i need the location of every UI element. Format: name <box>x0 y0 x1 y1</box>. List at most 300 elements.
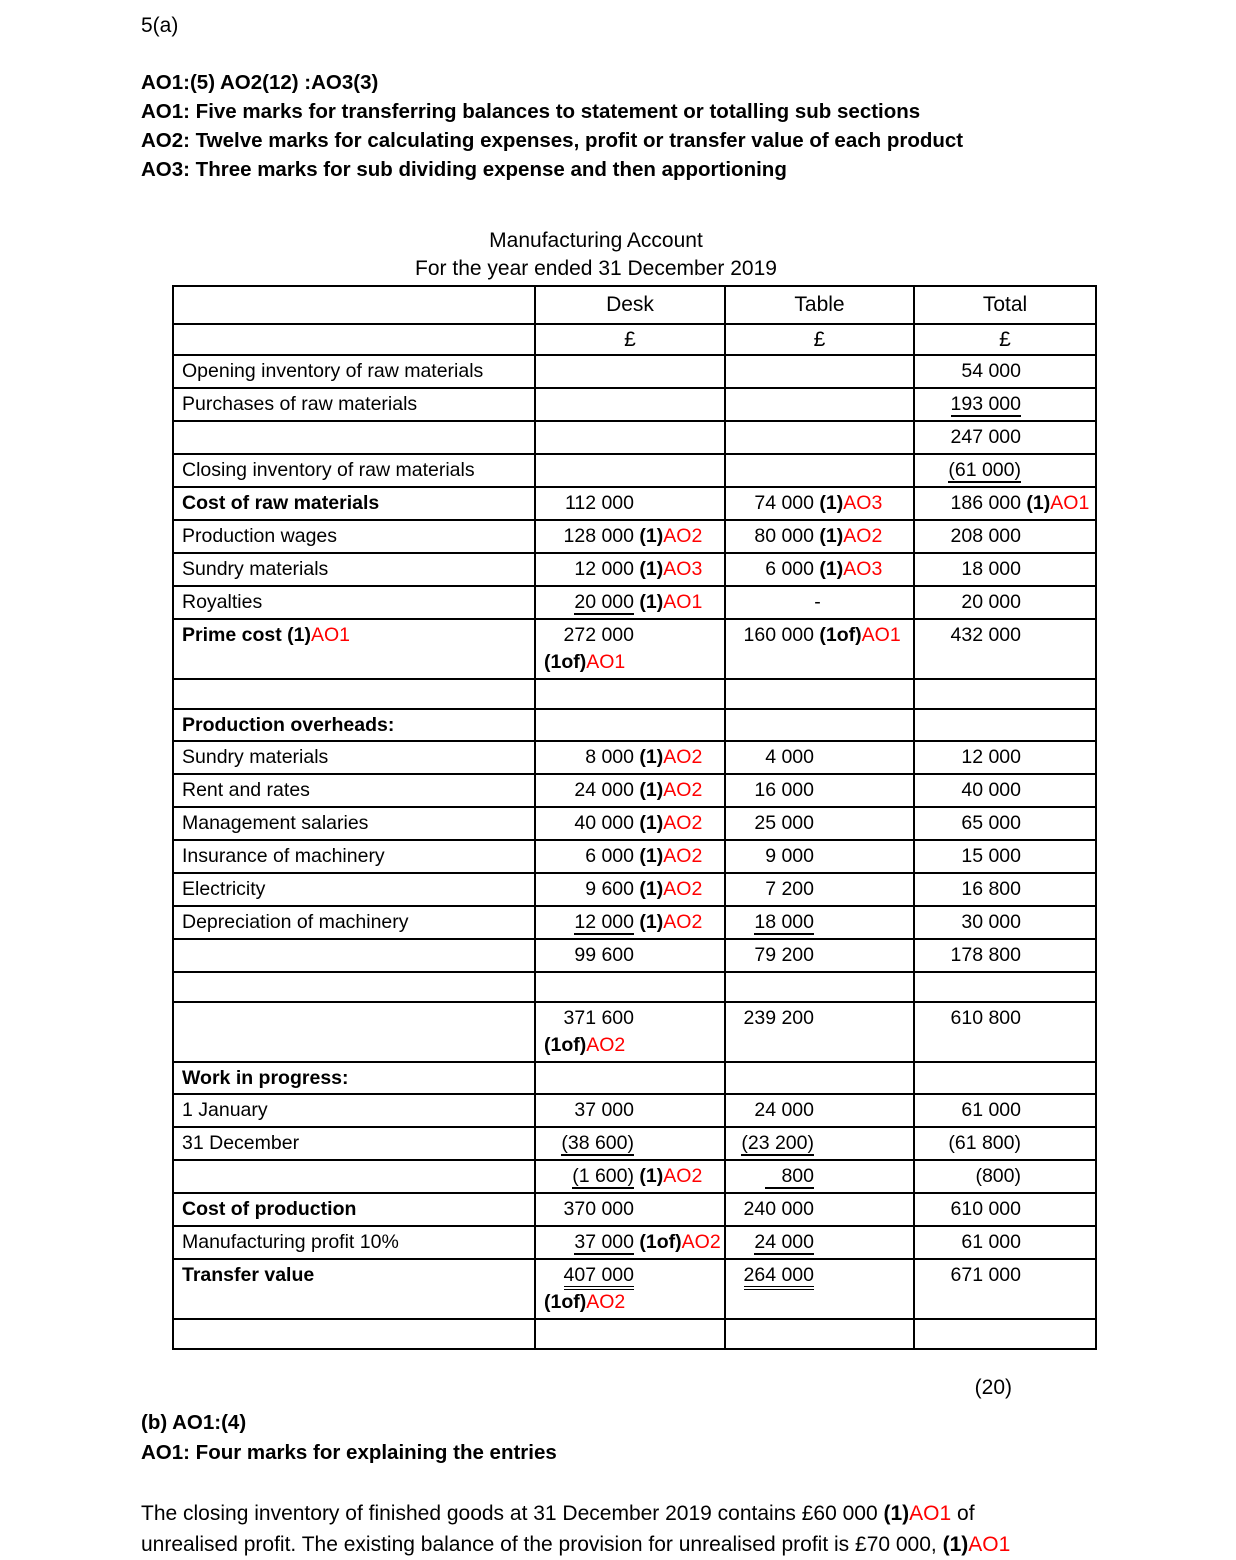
ao-code: AO2 <box>843 525 883 547</box>
cell-line <box>734 556 909 583</box>
cell-line <box>923 810 1091 837</box>
ao-code: AO2 <box>663 845 703 867</box>
account-period: For the year ended 31 December 2019 <box>415 257 777 280</box>
table-cell <box>725 679 914 709</box>
amount: 37 000 <box>574 1231 634 1253</box>
ao-summary-line: AO1:(5) AO2(12) :AO3(3) <box>141 71 379 94</box>
cell-line <box>544 942 720 969</box>
ao-code: AO1 <box>663 591 703 613</box>
mark-point: (1) <box>287 624 311 646</box>
amount: 99 600 <box>574 944 634 966</box>
ao-marks-summary <box>141 68 1236 184</box>
cell-line <box>923 523 1091 550</box>
label-column-header <box>173 286 535 324</box>
total-cell <box>914 1193 1096 1226</box>
ao-code: AO2 <box>663 525 703 547</box>
column-header-row <box>173 286 1096 324</box>
cell-line <box>734 622 909 649</box>
row-label-cell <box>173 1094 535 1127</box>
amount: 12 000 <box>961 746 1021 768</box>
desk-cell <box>535 807 725 840</box>
ao-code: AO2 <box>663 878 703 900</box>
cell-line <box>923 589 1091 616</box>
row-label: Manufacturing profit 10% <box>182 1231 399 1253</box>
row-label-cell <box>173 679 535 709</box>
row-label-cell <box>173 1062 535 1094</box>
table-row <box>173 388 1096 421</box>
row-label-cell <box>173 421 535 454</box>
amount: 61 000 <box>961 1099 1021 1121</box>
row-label: Purchases of raw materials <box>182 393 418 415</box>
cell-line <box>544 1229 720 1256</box>
table-cell <box>725 553 914 586</box>
mark-point: (1of) <box>819 624 862 646</box>
row-label-cell <box>173 454 535 487</box>
total-cell <box>914 807 1096 840</box>
cell-line <box>544 1196 720 1223</box>
table-cell <box>725 1160 914 1193</box>
amount: 61 000 <box>961 1231 1021 1253</box>
table-row <box>173 487 1096 520</box>
row-label: Closing inventory of raw materials <box>182 459 475 481</box>
total-cell <box>914 840 1096 873</box>
row-label: Prime cost <box>182 624 282 646</box>
row-label-cell <box>173 1127 535 1160</box>
amount: 12 000 <box>574 558 634 580</box>
mark-point: (1) <box>639 525 664 547</box>
amount: 40 000 <box>574 812 634 834</box>
mark-point: (1) <box>639 812 664 834</box>
desk-cell <box>535 840 725 873</box>
amount: 74 000 <box>754 492 814 514</box>
total-cell <box>914 1160 1096 1193</box>
table-row <box>173 454 1096 487</box>
amount: (61 800) <box>948 1132 1021 1154</box>
desk-cell <box>535 873 725 906</box>
table-cell <box>725 939 914 972</box>
mark-point: (1) <box>639 845 664 867</box>
total-cell <box>914 586 1096 619</box>
amount: 65 000 <box>961 812 1021 834</box>
cell-line <box>734 523 909 550</box>
ao-code: AO2 <box>681 1231 721 1253</box>
account-title: Manufacturing Account <box>489 229 703 252</box>
row-label: Sundry materials <box>182 746 329 768</box>
amount: 6 000 <box>585 845 634 867</box>
question-number: 5(a) <box>141 14 179 37</box>
desk-cell <box>535 355 725 388</box>
amount: 20 000 <box>961 591 1021 613</box>
row-label: 31 December <box>182 1132 300 1154</box>
row-label: Depreciation of machinery <box>182 911 409 933</box>
amount: 9 600 <box>585 878 634 900</box>
row-label: Work in progress: <box>182 1067 349 1089</box>
row-label: Production overheads: <box>182 714 395 736</box>
ao-code: AO3 <box>843 492 883 514</box>
total-column-header: Total <box>914 286 1096 324</box>
total-cell <box>914 1226 1096 1259</box>
desk-cell <box>535 1127 725 1160</box>
table-cell <box>725 355 914 388</box>
amount: 18 000 <box>961 558 1021 580</box>
row-label-cell <box>173 553 535 586</box>
cell-line <box>734 1196 909 1223</box>
row-label: Opening inventory of raw materials <box>182 360 484 382</box>
part-b-label: (b) AO1:(4) <box>141 1411 247 1434</box>
mark-point: (1) <box>639 746 664 768</box>
amount: 18 000 <box>754 911 814 933</box>
total-cell <box>914 421 1096 454</box>
row-label: Management salaries <box>182 812 369 834</box>
amount: 800 <box>765 1165 814 1187</box>
cell-line <box>544 589 720 616</box>
cell-line <box>544 843 720 870</box>
answer-text: of unrealised profit. The existing balance of the provision for unrealised profit is £70 000, <box>141 1502 975 1556</box>
desk-cell <box>535 454 725 487</box>
cell-line <box>544 490 720 517</box>
amount: 6 000 <box>765 558 814 580</box>
amount: 239 200 <box>743 1007 814 1029</box>
cell-line <box>734 1163 909 1190</box>
cell-line <box>544 876 720 903</box>
amount: 25 000 <box>754 812 814 834</box>
desk-cell <box>535 388 725 421</box>
amount: 178 800 <box>950 944 1021 966</box>
cell-line <box>544 744 720 771</box>
ao3-description: AO3: Three marks for sub dividing expense and then apportioning <box>141 158 787 181</box>
row-label-cell <box>173 840 535 873</box>
row-label-cell <box>173 1259 535 1319</box>
row-label-cell <box>173 520 535 553</box>
total-cell <box>914 906 1096 939</box>
cell-line <box>734 876 909 903</box>
mark-point: (1) <box>639 591 664 613</box>
ao-code: AO2 <box>586 1034 626 1056</box>
ao-code: AO2 <box>586 1291 626 1313</box>
amount: 15 000 <box>961 845 1021 867</box>
ao-code: AO2 <box>663 911 703 933</box>
ao-code: AO2 <box>663 812 703 834</box>
ao-code: AO3 <box>663 558 703 580</box>
cell-line <box>923 1196 1091 1223</box>
amount: 160 000 <box>743 624 814 646</box>
cell-line <box>734 1229 909 1256</box>
desk-cell <box>535 709 725 741</box>
mark-point: (1of) <box>639 1231 682 1253</box>
table-cell <box>725 487 914 520</box>
table-row <box>173 355 1096 388</box>
amount: 7 200 <box>765 878 814 900</box>
cell-line <box>923 358 1091 385</box>
cell-line <box>734 909 909 936</box>
mark-point: (1of) <box>544 1034 587 1056</box>
row-label: Cost of production <box>182 1198 357 1220</box>
cell-line <box>923 457 1091 484</box>
amount: 16 000 <box>754 779 814 801</box>
amount: 407 000 <box>544 1262 634 1289</box>
amount: 30 000 <box>961 911 1021 933</box>
desk-cell <box>535 906 725 939</box>
row-label-cell <box>173 487 535 520</box>
cell-line <box>544 1289 720 1316</box>
mark-point: (1) <box>639 1165 664 1187</box>
row-label-cell <box>173 355 535 388</box>
answer-text: The closing inventory of finished goods at 31 December 2019 contains £60 000 <box>141 1502 884 1525</box>
amount: 8 000 <box>585 746 634 768</box>
mark-point: (1) <box>819 525 844 547</box>
ao-code: AO1 <box>1050 492 1090 514</box>
table-row <box>173 1160 1096 1193</box>
table-row <box>173 709 1096 741</box>
row-label-cell <box>173 939 535 972</box>
table-cell <box>725 1226 914 1259</box>
total-cell <box>914 774 1096 807</box>
amount: 24 000 <box>574 779 634 801</box>
currency-header-row <box>173 324 1096 355</box>
total-cell <box>914 873 1096 906</box>
table-row <box>173 1062 1096 1094</box>
mark-point: (1) <box>819 558 844 580</box>
cell-line <box>544 622 720 649</box>
cell-line <box>923 744 1091 771</box>
amount: 272 000 <box>563 624 634 646</box>
amount: 80 000 <box>754 525 814 547</box>
table-cell <box>725 1062 914 1094</box>
table-row <box>173 1094 1096 1127</box>
cell-line <box>923 490 1091 517</box>
desk-cell <box>535 1319 725 1349</box>
row-label: Sundry materials <box>182 558 329 580</box>
desk-cell <box>535 1160 725 1193</box>
row-label-cell <box>173 388 535 421</box>
total-cell <box>914 1319 1096 1349</box>
desk-currency: £ <box>535 324 725 355</box>
amount: 24 000 <box>754 1231 814 1253</box>
part-b-heading <box>141 1408 1236 1468</box>
amount: (38 600) <box>561 1132 634 1154</box>
table-row <box>173 1193 1096 1226</box>
cell-line <box>923 1163 1091 1190</box>
total-cell <box>914 709 1096 741</box>
cell-line <box>923 843 1091 870</box>
amount: 54 000 <box>961 360 1021 382</box>
table-row <box>173 939 1096 972</box>
ao-code: AO2 <box>663 779 703 801</box>
mark-point: (1) <box>942 1533 969 1556</box>
amount: 432 000 <box>950 624 1021 646</box>
cell-line <box>923 391 1091 418</box>
desk-cell <box>535 1002 725 1062</box>
row-label-cell <box>173 619 535 679</box>
cell-line <box>923 1005 1091 1032</box>
row-label: Rent and rates <box>182 779 310 801</box>
mark-point: (1) <box>639 911 664 933</box>
amount: 112 000 <box>564 492 634 514</box>
cell-line <box>734 777 909 804</box>
cell-line <box>544 1032 720 1059</box>
cell-line <box>923 424 1091 451</box>
desk-cell <box>535 553 725 586</box>
total-cell <box>914 553 1096 586</box>
desk-cell <box>535 487 725 520</box>
table-cell <box>725 1319 914 1349</box>
amount: 4 000 <box>765 746 814 768</box>
desk-cell <box>535 1094 725 1127</box>
mark-point: (1of) <box>544 1291 587 1313</box>
cell-line <box>734 942 909 969</box>
table-cell <box>725 454 914 487</box>
desk-cell <box>535 774 725 807</box>
cell-line <box>544 649 720 676</box>
row-label: 1 January <box>182 1099 268 1121</box>
amount: 610 000 <box>950 1198 1021 1220</box>
mark-point: (1) <box>819 492 844 514</box>
cell-line <box>544 810 720 837</box>
row-label-cell <box>173 906 535 939</box>
table-row <box>173 1259 1096 1319</box>
table-cell <box>725 520 914 553</box>
total-cell <box>914 1127 1096 1160</box>
total-cell <box>914 454 1096 487</box>
table-cell <box>725 388 914 421</box>
total-cell <box>914 1259 1096 1319</box>
total-cell <box>914 520 1096 553</box>
row-label: Insurance of machinery <box>182 845 385 867</box>
table-row <box>173 1226 1096 1259</box>
row-label-cell <box>173 972 535 1002</box>
amount: 12 000 <box>574 911 634 933</box>
row-label-cell <box>173 1319 535 1349</box>
mark-point: (1) <box>639 558 664 580</box>
cell-line <box>544 1005 720 1032</box>
table-currency: £ <box>725 324 914 355</box>
row-label-cell <box>173 1160 535 1193</box>
cell-line <box>923 909 1091 936</box>
row-label: Production wages <box>182 525 338 547</box>
table-row <box>173 741 1096 774</box>
amount: 20 000 <box>574 591 634 613</box>
table-cell <box>725 1094 914 1127</box>
mark-point: (1of) <box>544 651 587 673</box>
table-row <box>173 619 1096 679</box>
mark-point: (1) <box>639 779 664 801</box>
part-b-note: AO1: Four marks for explaining the entries <box>141 1441 557 1464</box>
total-marks: (20) <box>974 1376 1012 1399</box>
table-row <box>173 873 1096 906</box>
table-row <box>173 906 1096 939</box>
row-label-cell <box>173 586 535 619</box>
row-label-cell <box>173 1002 535 1062</box>
total-cell <box>914 1002 1096 1062</box>
cell-line <box>544 1130 720 1157</box>
total-cell <box>914 1094 1096 1127</box>
table-cell <box>725 807 914 840</box>
table-cell <box>725 586 914 619</box>
table-row <box>173 553 1096 586</box>
currency-blank <box>173 324 535 355</box>
row-label: Royalties <box>182 591 263 613</box>
desk-cell <box>535 1259 725 1319</box>
cell-line <box>544 1097 720 1124</box>
table-cell <box>725 906 914 939</box>
amount: 371 600 <box>563 1007 634 1029</box>
amount: 79 200 <box>754 944 814 966</box>
total-cell <box>914 355 1096 388</box>
table-cell <box>725 840 914 873</box>
table-cell <box>725 741 914 774</box>
row-label-cell <box>173 807 535 840</box>
cell-line <box>734 744 909 771</box>
mark-point: (1) <box>1026 492 1051 514</box>
cell-line <box>544 777 720 804</box>
cell-line <box>544 1163 720 1190</box>
table-row <box>173 840 1096 873</box>
amount: 186 000 <box>950 492 1021 514</box>
amount: 264 000 <box>734 1262 814 1289</box>
table-cell <box>725 972 914 1002</box>
table-row <box>173 1319 1096 1349</box>
mark-point: (1) <box>639 878 664 900</box>
mark-point: (1) <box>883 1502 910 1525</box>
cell-line <box>923 556 1091 583</box>
cell-line <box>923 876 1091 903</box>
amount: (23 200) <box>741 1132 814 1154</box>
table-row <box>173 807 1096 840</box>
cell-line <box>734 1262 909 1289</box>
cell-line <box>923 1097 1091 1124</box>
amount: 240 000 <box>743 1198 814 1220</box>
desk-cell <box>535 421 725 454</box>
table-cell <box>725 1127 914 1160</box>
cell-line <box>923 1130 1091 1157</box>
desk-column-header: Desk <box>535 286 725 324</box>
total-cell <box>914 972 1096 1002</box>
table-column-header: Table <box>725 286 914 324</box>
amount: 24 000 <box>754 1099 814 1121</box>
cell-line <box>734 810 909 837</box>
desk-cell <box>535 619 725 679</box>
manufacturing-account-table <box>172 285 1097 1350</box>
desk-cell <box>535 939 725 972</box>
desk-cell <box>535 1226 725 1259</box>
row-label-cell <box>173 873 535 906</box>
cell-line <box>734 843 909 870</box>
total-cell <box>914 619 1096 679</box>
desk-cell <box>535 679 725 709</box>
amount: 37 000 <box>574 1099 634 1121</box>
table-row <box>173 586 1096 619</box>
cell-line <box>923 777 1091 804</box>
desk-cell <box>535 1062 725 1094</box>
amount: 671 000 <box>950 1264 1021 1286</box>
row-label-cell <box>173 1226 535 1259</box>
cell-line <box>923 622 1091 649</box>
table-row <box>173 972 1096 1002</box>
ao-code: AO1 <box>586 651 626 673</box>
table-cell <box>725 421 914 454</box>
amount: (1 600) <box>572 1165 634 1187</box>
total-cell <box>914 741 1096 774</box>
desk-cell <box>535 586 725 619</box>
amount: 40 000 <box>961 779 1021 801</box>
desk-cell <box>535 1193 725 1226</box>
table-cell <box>725 873 914 906</box>
table-cell <box>725 709 914 741</box>
cell-line <box>544 1262 720 1289</box>
cell-line <box>544 909 720 936</box>
total-cell <box>914 1062 1096 1094</box>
total-currency: £ <box>914 324 1096 355</box>
